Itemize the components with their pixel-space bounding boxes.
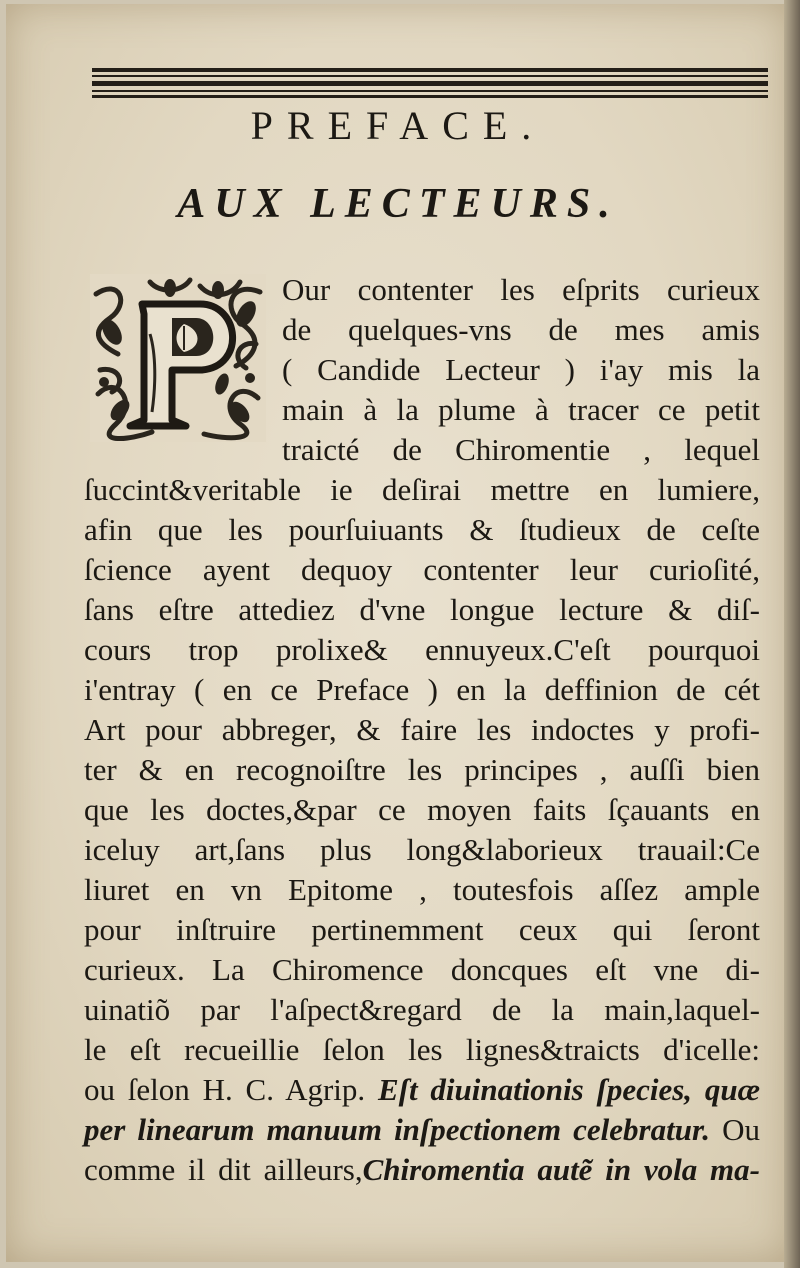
text-line: le eſt recueillie ſelon les lignes&traicts d'icelle:: [84, 1032, 760, 1067]
text-line: curieux. La Chiromence doncques eſt vne di-: [84, 952, 760, 987]
text-line: afin que les pourſuiuants & ſtudieux de ceſte: [84, 512, 760, 547]
text-line: Art pour abbreger, & faire les indoctes y profi-: [84, 712, 760, 747]
text-line: iceluy art,ſans plus long&laborieux trauail:Ce: [84, 832, 760, 867]
text-line: ( Candide Lecteur ) i'ay mis la: [282, 352, 760, 387]
text-line: [84, 1070, 760, 1110]
ornamental-initial-p-icon: [90, 274, 266, 442]
page-edge-shadow: [784, 0, 800, 1268]
text-line: traicté de Chiromentie , lequel: [282, 432, 760, 467]
text-latin-italic: Chiromentia autẽ in vola ma-: [362, 1152, 760, 1187]
book-page: [6, 4, 790, 1262]
text-line: main à la plume à tracer ce petit: [282, 392, 760, 427]
running-head: PREFACE.: [250, 103, 546, 148]
text-latin-italic: Eſt diuinationis ſpecies, quæ: [377, 1072, 760, 1107]
text-line: de quelques-vns de mes amis: [282, 312, 760, 347]
text-line: que les doctes,&par ce moyen faits ſçauants en: [84, 792, 760, 827]
text-latin-italic: per linearum manuum inſpectionem celebratur.: [84, 1112, 711, 1147]
section-title: AUX LECTEURS.: [177, 181, 619, 227]
text-line: ter & en recognoiſtre les principes , auſſi bien: [84, 752, 760, 787]
text-line: Our contenter les eſprits curieux: [282, 272, 760, 307]
text-roman: Ou: [710, 1112, 760, 1147]
header-ornamental-rule: [92, 66, 768, 100]
text-line: ſans eſtre attediez d'vne longue lecture & diſ-: [84, 592, 760, 627]
text-line: uinatiõ par l'aſpect&regard de la main,laquel-: [84, 992, 760, 1027]
text-line: ſuccint&veritable ie deſirai mettre en lumiere,: [84, 472, 760, 507]
text-line: liuret en vn Epitome , toutesfois aſſez ample: [84, 872, 760, 907]
text-roman: ou ſelon H. C. Agrip.: [84, 1072, 378, 1107]
text-line: cours trop prolixe& ennuyeux.C'eſt pourquoi: [84, 632, 760, 667]
text-line: [84, 1150, 760, 1190]
text-line: ſcience ayent dequoy contenter leur curioſité,: [84, 552, 760, 587]
text-line: i'entray ( en ce Preface ) en la deffinion de cét: [84, 672, 760, 707]
text-roman: comme il dit ailleurs,: [84, 1152, 363, 1187]
text-line: pour inſtruire pertinemment ceux qui ſeront: [84, 912, 760, 947]
text-line: [84, 1110, 760, 1150]
